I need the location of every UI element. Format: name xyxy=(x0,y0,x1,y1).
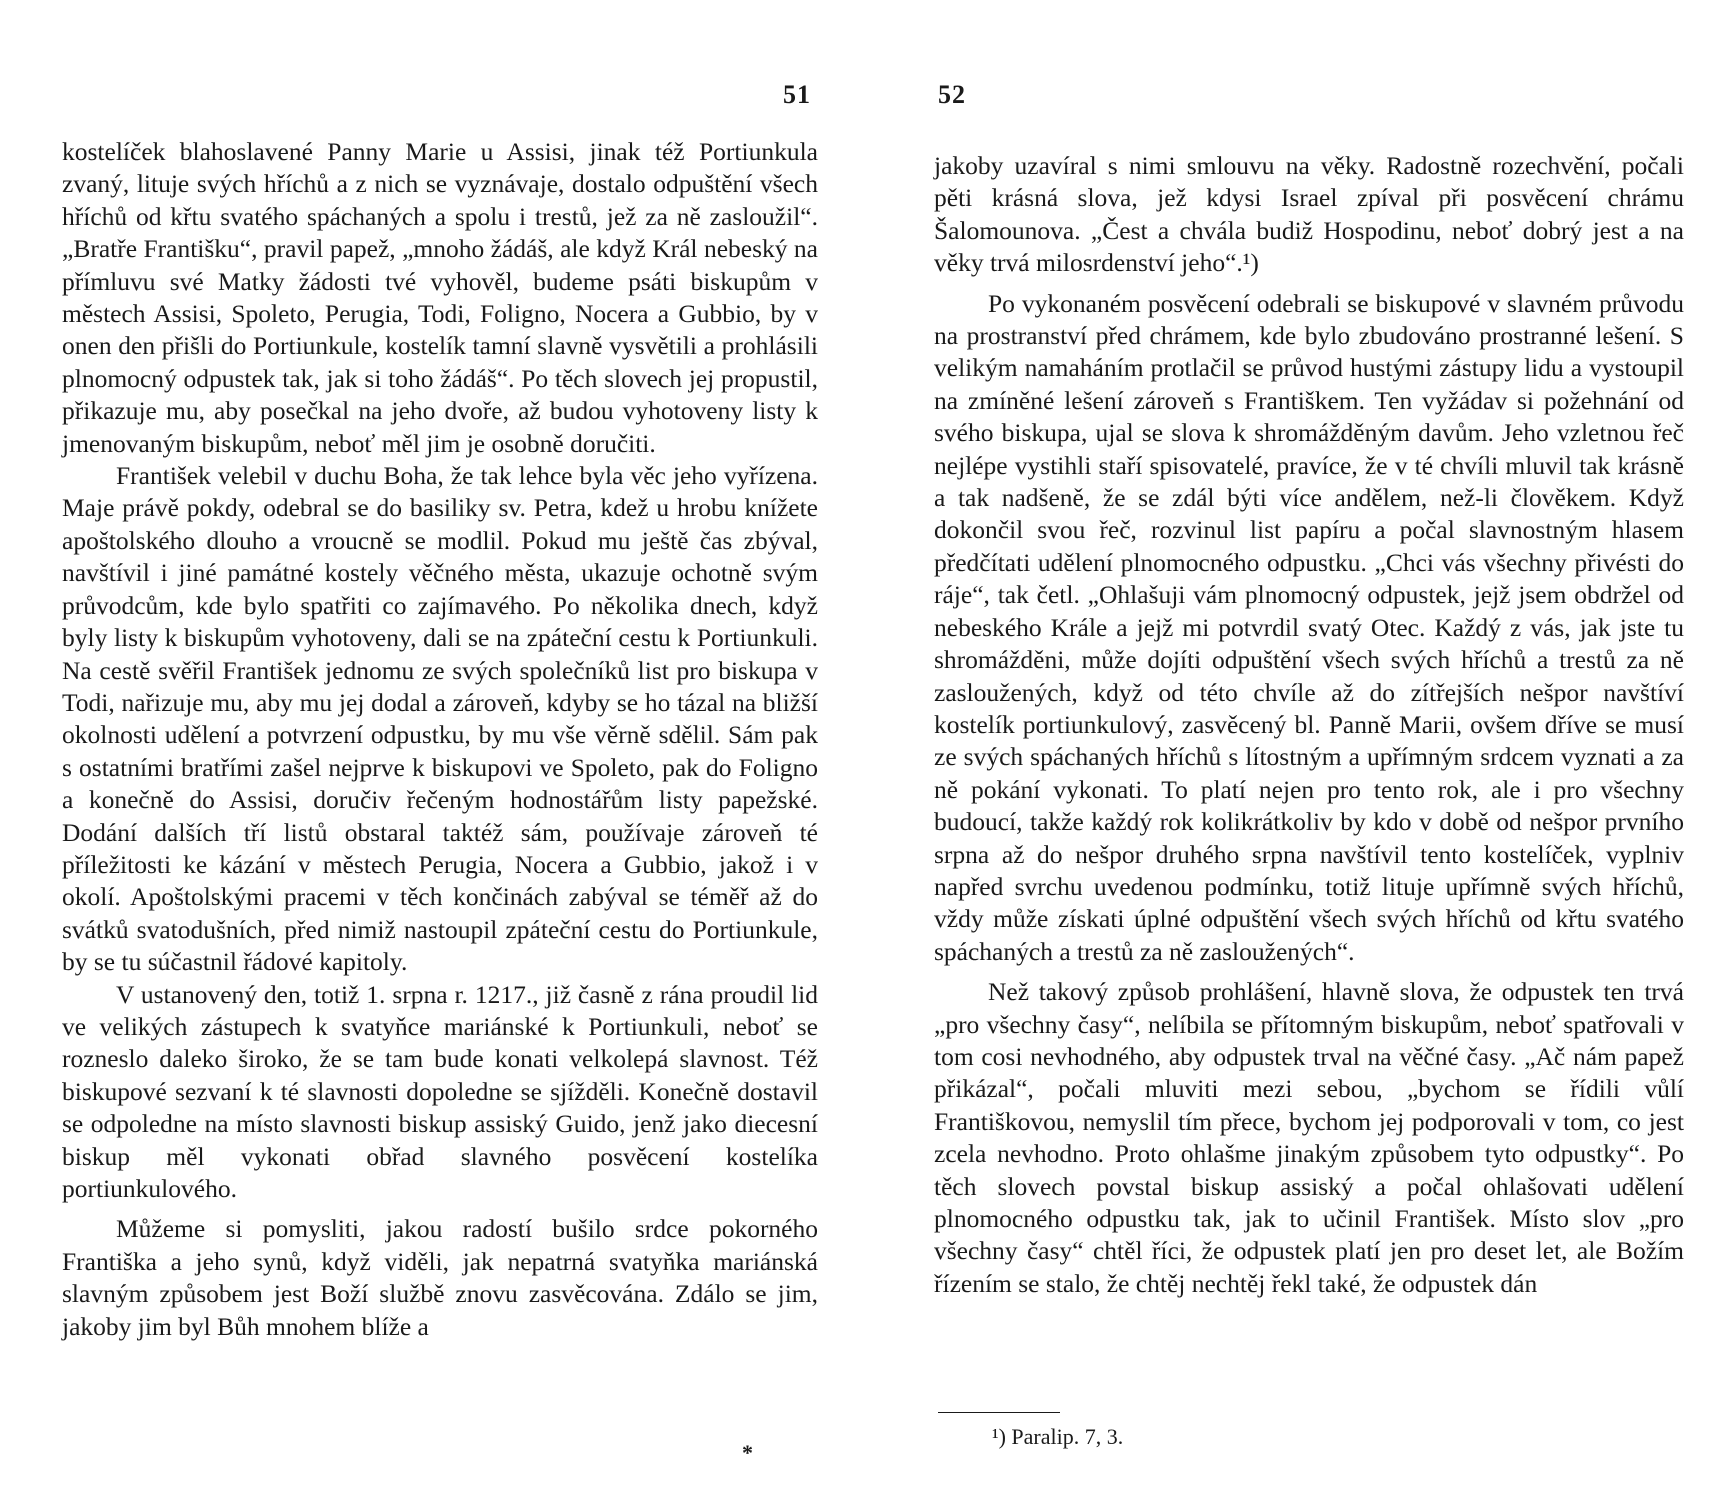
paragraph: Než takový způsob prohlášení, hlavně slova, že odpustek ten trvá „pro všechny časy“, nelíbila se přítomným biskupům, neboť spatřovali v tom cosi nevhodného, aby odpustek trval na věčné časy. „Ač nám papež přikázal“, počali mluviti mezi sebou, „bychom se řídili vůlí Františkovou, nemyslil tím přece, bychom jej podporovali v tom, co jest zcela nevhodno. Proto ohlašme jinakým způsobem tyto odpustky“. Po těch slovech povstal biskup assiský a počal ohlašovati udělení plnomocného odpustku tak, jak to učinil František. Místo slov „pro všechny časy“ chtěl říci, že odpustek platí jen pro deset let, ale Božím řízením se stalo, že chtěj nechtěj řekl také, že odpustek dán xyxy=(934,977,1684,1298)
paragraph: kostelíček blahoslavené Panny Marie u Assisi, jinak též Portiunkula zvaný, lituje svých hříchů a z nich se vyznávaje, dostalo odpuštění všech hříchů od křtu svatého spáchaných a spolu i trestů, jež za ně zasloužil“. „Bratře Františku“, pravil papež, „mnoho žádáš, ale když Král nebeský na přímluvu své Matky žádosti tvé vyhověl, budeme psáti biskupům v městech Assisi, Spoleto, Perugia, Todi, Foligno, Nocera a Gubbio, by v onen den přišli do Portiunkule, kostelík tamní slavně vysvětili a prohlásili plnomocný odpustek tak, jak si toho žádáš“. Po těch slovech jej propustil, přikazuje mu, aby posečkal na jeho dvoře, až budou vyhotoveny listy k jmenovaným biskupům, neboť měl jim je osobně doručiti. xyxy=(62,137,818,458)
signature-mark: * xyxy=(742,1440,753,1465)
footnote-divider xyxy=(938,1412,1060,1413)
paragraph: Po vykonaném posvěcení odebrali se biskupové v slavném průvodu na prostranství před chrámem, kde bylo zbudováno prostranné lešení. S velikým namaháním protlačil se průvod hustými zástupy lidu a vystoupil na zmíněné lešení zároveň s Františkem. Ten vyžádav si požehnání od svého biskupa, ujal se slova k shromážděným davům. Jeho vzletnou řeč nejlépe vystihli staří spisovatelé, pravíce, že v té chvíli mluvil tak krásně a tak nadšeně, že se zdál býti více andělem, než-li člověkem. Když dokončil svou řeč, rozvinul list papíru a počal slavnostným hlasem předčítati udělení plnomocného odpustku. „Chci vás všechny přivésti do ráje“, tak četl. „Ohlašuji vám plnomocný odpustek, jejž jsem obdržel od nebeského Krále a jejž mi potvrdil svatý Otec. Každý z vás, jak jste tu shromážděni, může dojíti odpuštění všech svých hříchů a trestů za ně zasloužených, když od této chvíle až do zítřejších nešpor navštíví kostelík portiunkulový, zasvěcený bl. Panně Marii, ovšem dříve se musí ze svých spáchaných hříchů s lítostným a upřímným srdcem vyznati a za ně pokání vykonati. To platí nejen pro tento rok, ale i pro všechny budoucí, takže každý rok kolikrátkoliv by kdo v době od nešpor prvního srpna až do nešpor druhého srpna navštívil tento kostelíček, vyplniv napřed svrchu uvedenou podmínku, totiž lituje upřímně svých hříchů, vždy může získati úplné odpuštění všech svých hříchů od křtu svatého spáchaných a trestů za ně zasloužených“. xyxy=(934,288,1684,966)
paragraph: Můžeme si pomysliti, jakou radostí bušilo srdce pokorného Františka a jeho synů, když viděli, jak nepatrná svatyňka mariánská slavným způsobem jest Boží službě znovu zasvěcována. Zdálo se jim, jakoby jim byl Bůh mnohem blíže a xyxy=(62,1214,818,1341)
paragraph: V ustanovený den, totiž 1. srpna r. 1217., již časně z rána proudil lid ve velikých zástupech k svatyňce mariánské k Portiunkuli, neboť se rozneslo daleko široko, že se tam bude konati velkolepá slavnost. Též biskupové sezvaní k té slavnosti dopoledne se sjížděli. Konečně dostavil se odpoledne na místo slavnosti biskup assiský Guido, jenž jako diecesní biskup měl vykonati obřad slavného posvěcení kostelíka portiunkulového. xyxy=(62,979,818,1203)
footnote: ¹) Paralip. 7, 3. xyxy=(992,1424,1124,1449)
right-page-body xyxy=(934,150,1684,1300)
page-number-left: 51 xyxy=(783,80,811,109)
left-page-body xyxy=(62,136,818,1343)
page-number-right: 52 xyxy=(938,80,966,109)
paragraph: jakoby uzavíral s nimi smlouvu na věky. Radostně rozechvění, počali pěti krásná slova, jež kdysi Israel zpíval při posvěcení chrámu Šalomounova. „Čest a chvála budiž Hospodinu, neboť dobrý jest a na věky trvá milosrdenství jeho“.¹) xyxy=(934,151,1684,278)
paragraph: František velebil v duchu Boha, že tak lehce byla věc jeho vyřízena. Maje právě pokdy, odebral se do basiliky sv. Petra, kdež u hrobu knížete apoštolského dlouho a vroucně se modlil. Pokud mu ještě čas zbýval, navštívil i jiné památné kostely věčného města, ukazuje ochotně svým průvodcům, kde bylo spatřiti co zajímavého. Po několika dnech, když byly listy k biskupům vyhotoveny, dali se na zpáteční cestu k Portiunkuli. Na cestě svěřil František jednomu ze svých společníků list pro biskupa v Todi, nařizuje mu, aby mu jej dodal a zároveň, kdyby se ho tázal na bližší okolnosti udělení a potvrzení odpustku, by mu vše věrně sdělil. Sám pak s ostatními bratřími zašel nejprve k biskupovi ve Spoleto, pak do Foligno a konečně do Assisi, doručiv řečeným hodnostářům listy papežské. Dodání dalších tří listů obstaral taktéž sám, používaje zároveň té příležitosti ke kázání v městech Perugia, Nocera a Gubbio, jakož i v okolí. Apoštolskými pracemi v těch končinách zabýval se téměř až do svátků svatodušních, před nimiž nastoupil zpáteční cestu do Portiunkule, by se tu súčastnil řádové kapitoly. xyxy=(62,461,818,977)
